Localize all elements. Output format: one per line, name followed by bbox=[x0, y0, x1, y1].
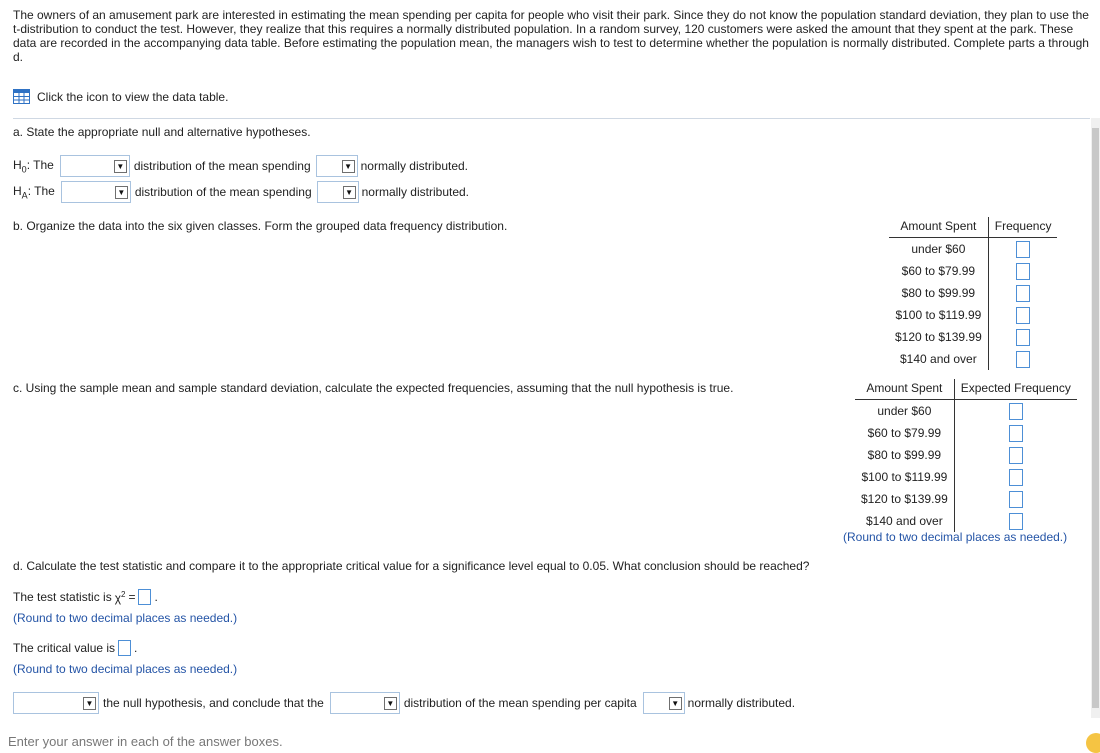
frequency-table bbox=[889, 217, 1057, 370]
part-a-prompt: a. State the appropriate null and alternative hypotheses. bbox=[13, 125, 311, 139]
frequency-input[interactable] bbox=[1016, 263, 1030, 280]
conclusion-row bbox=[13, 692, 795, 714]
frequency-table-header-frequency: Frequency bbox=[988, 217, 1057, 238]
expected-frequency-input[interactable] bbox=[1009, 447, 1023, 464]
section-divider bbox=[13, 118, 1090, 119]
data-table-link-text[interactable]: Click the icon to view the data table. bbox=[37, 89, 229, 104]
h0-row bbox=[13, 155, 468, 177]
ha-is-dropdown[interactable] bbox=[317, 181, 359, 203]
frequency-input[interactable] bbox=[1016, 241, 1030, 258]
chevron-down-icon[interactable]: ▼ bbox=[384, 697, 397, 710]
class-label: $140 and over bbox=[889, 348, 988, 370]
class-label: under $60 bbox=[889, 238, 988, 261]
critical-value-input[interactable] bbox=[118, 640, 131, 656]
ha-symbol: $H_A$: The bbox=[13, 183, 55, 201]
part-b-prompt: b. Organize the data into the six given classes. Form the grouped data frequency distribution. bbox=[13, 219, 508, 233]
conclusion-distribution-dropdown[interactable] bbox=[330, 692, 400, 714]
test-statistic-hint: (Round to two decimal places as needed.) bbox=[13, 611, 238, 625]
conclusion-end-text: normally distributed. bbox=[687, 696, 796, 710]
class-label: $60 to $79.99 bbox=[889, 260, 988, 282]
h0-is-dropdown[interactable] bbox=[316, 155, 358, 177]
frequency-table-header-amount: Amount Spent bbox=[889, 217, 988, 238]
chevron-down-icon[interactable]: ▼ bbox=[115, 186, 128, 199]
critical-value-label: The critical value is bbox=[13, 641, 116, 655]
rounding-hint: (Round to two decimal places as needed.) bbox=[843, 530, 1068, 544]
expected-frequency-input[interactable] bbox=[1009, 403, 1023, 420]
expected-frequency-input[interactable] bbox=[1009, 513, 1023, 530]
frequency-input[interactable] bbox=[1016, 307, 1030, 324]
expected-table-header-amount: Amount Spent bbox=[855, 379, 954, 400]
table-row bbox=[855, 422, 1077, 444]
class-label: under $60 bbox=[855, 400, 954, 423]
part-c-prompt: c. Using the sample mean and sample standard deviation, calculate the expected frequencies, assuming that the null hypothesis is true. bbox=[13, 381, 734, 395]
conclusion-text-1: the null hypothesis, and conclude that the bbox=[103, 696, 324, 710]
expected-frequency-input[interactable] bbox=[1009, 491, 1023, 508]
h0-distribution-dropdown[interactable] bbox=[60, 155, 130, 177]
ha-distribution-dropdown[interactable] bbox=[61, 181, 131, 203]
ha-mid-text: distribution of the mean spending bbox=[134, 185, 312, 199]
table-row bbox=[855, 466, 1077, 488]
class-label: $100 to $119.99 bbox=[855, 466, 954, 488]
critical-value-row: The critical value is . bbox=[13, 641, 138, 655]
test-statistic-input[interactable] bbox=[138, 589, 151, 605]
expected-frequency-table bbox=[855, 379, 1077, 532]
h0-symbol: $H_0$: The bbox=[13, 157, 54, 175]
chevron-down-icon[interactable]: ▼ bbox=[669, 697, 682, 710]
data-table-link[interactable] bbox=[13, 89, 228, 104]
ha-end-text: normally distributed. bbox=[361, 185, 470, 199]
class-label: $80 to $99.99 bbox=[855, 444, 954, 466]
chevron-down-icon[interactable]: ▼ bbox=[342, 160, 355, 173]
chevron-down-icon[interactable]: ▼ bbox=[114, 160, 127, 173]
part-d-prompt: d. Calculate the test statistic and compare it to the appropriate critical value for a significance level equal to 0.05. What conclusion should be reached? bbox=[13, 559, 810, 573]
scrollbar[interactable] bbox=[1091, 118, 1100, 718]
scrollbar-thumb[interactable] bbox=[1092, 128, 1099, 708]
problem-statement: The owners of an amusement park are interested in estimating the mean spending per capita for people who visit their park. Since they do not know the population standard deviation, they plan to use the t-distribution to conduct the test. However, they realize that this requires a normally distributed population. In a random survey, 120 customers were asked the amount that they spent at the park. These data are recorded in the accompanying data table. Before estimating the population mean, the managers wish to test to determine whether the population is normally distributed. Complete parts a through d. bbox=[13, 8, 1089, 64]
expected-table-header-frequency: Expected Frequency bbox=[954, 379, 1077, 400]
table-row bbox=[855, 400, 1077, 423]
critical-value-hint: (Round to two decimal places as needed.) bbox=[13, 662, 238, 676]
class-label: $80 to $99.99 bbox=[889, 282, 988, 304]
table-row bbox=[889, 260, 1057, 282]
table-row bbox=[889, 304, 1057, 326]
chi-square-symbol: $\chi^2$ bbox=[114, 589, 126, 605]
test-statistic-row: The test statistic is $\chi^2$ = . bbox=[13, 589, 158, 605]
class-label: $140 and over bbox=[855, 510, 954, 532]
reject-decision-dropdown[interactable] bbox=[13, 692, 99, 714]
footer-instruction: Enter your answer in each of the answer boxes. bbox=[8, 734, 283, 749]
conclusion-is-dropdown[interactable] bbox=[643, 692, 685, 714]
class-label: $60 to $79.99 bbox=[855, 422, 954, 444]
table-row bbox=[889, 348, 1057, 370]
class-label: $120 to $139.99 bbox=[889, 326, 988, 348]
class-label: $120 to $139.99 bbox=[855, 488, 954, 510]
h0-end-text: normally distributed. bbox=[360, 159, 469, 173]
help-icon[interactable] bbox=[1086, 733, 1100, 753]
table-row bbox=[855, 488, 1077, 510]
expected-frequency-input[interactable] bbox=[1009, 469, 1023, 486]
chevron-down-icon[interactable]: ▼ bbox=[83, 697, 96, 710]
table-row bbox=[855, 510, 1077, 532]
expected-frequency-input[interactable] bbox=[1009, 425, 1023, 442]
h0-mid-text: distribution of the mean spending bbox=[133, 159, 311, 173]
frequency-input[interactable] bbox=[1016, 285, 1030, 302]
table-row bbox=[889, 282, 1057, 304]
conclusion-text-2: distribution of the mean spending per capita bbox=[403, 696, 637, 710]
test-statistic-label: The test statistic is bbox=[13, 590, 112, 604]
frequency-input[interactable] bbox=[1016, 329, 1030, 346]
ha-row bbox=[13, 181, 469, 203]
frequency-input[interactable] bbox=[1016, 351, 1030, 368]
table-row bbox=[889, 238, 1057, 261]
table-icon[interactable] bbox=[13, 89, 30, 104]
table-row bbox=[889, 326, 1057, 348]
table-row bbox=[855, 444, 1077, 466]
class-label: $100 to $119.99 bbox=[889, 304, 988, 326]
chevron-down-icon[interactable]: ▼ bbox=[343, 186, 356, 199]
equals-sign: = bbox=[128, 590, 136, 604]
